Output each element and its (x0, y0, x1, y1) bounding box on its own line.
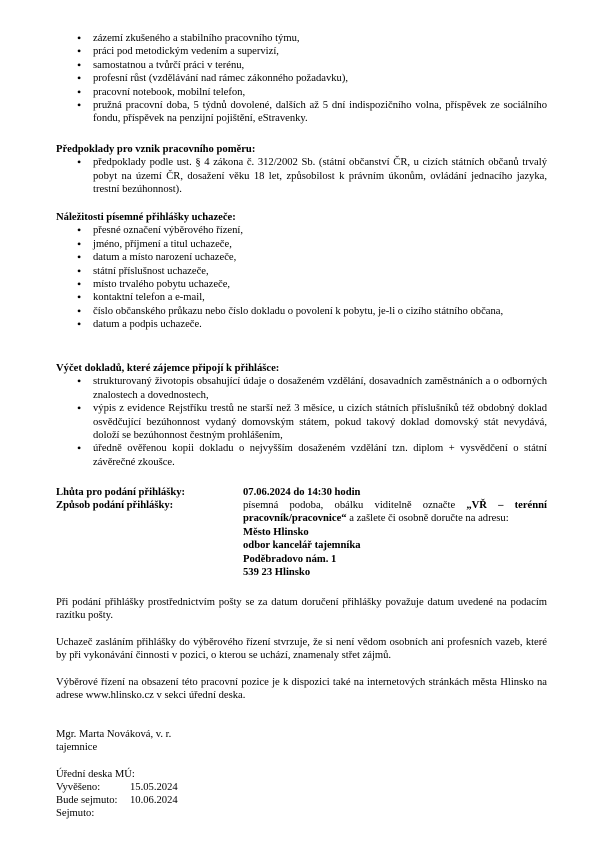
address-line: Město Hlinsko (243, 526, 309, 538)
application-requirements-list (56, 224, 547, 331)
list-item: • přesné označení výběrového řízení, (56, 224, 547, 237)
list-item: • datum a podpis uchazeče. (56, 318, 547, 331)
list-item: • zázemí zkušeného a stabilního pracovního týmu, (56, 32, 547, 45)
paragraph: Výběrové řízení na obsazení této pracovní pozice je k dispozici také na internetových stránkách města Hlinsko na adrese www.hlinsko.cz v sekci úřední deska. (56, 677, 547, 702)
paragraph: Uchazeč zasláním přihlášky do výběrového řízení stvrzuje, že si není vědom osobních ani profesních vazeb, které by při vykonávání činnosti v pozici, o kterou se uchází, znamenaly střet zájmů. (56, 637, 547, 662)
list-item: • místo trvalého pobytu uchazeče, (56, 278, 547, 291)
submission-label: Způsob podání přihlášky: (56, 500, 174, 511)
remove-row (56, 794, 178, 807)
posted-row (56, 781, 178, 794)
deadline-label: Lhůta pro podání přihlášky: (56, 487, 186, 498)
notice-board-title: Úřední deska MÚ: (56, 769, 135, 780)
list-item: • pracovní notebook, mobilní telefon, (56, 86, 547, 99)
submission-text: a zašlete či osobně doručte na adresu: (346, 513, 509, 525)
address-line: odbor kancelář tajemníka (243, 540, 361, 552)
address-line: 539 23 Hlinsko (243, 567, 311, 579)
list-item: • strukturovaný životopis obsahující údaje o dosaženém vzdělání, dosavadních zaměstnáních a o odborných znalostech a dovednostech, (56, 375, 547, 402)
posted-date: 15.05.2024 (130, 782, 178, 793)
list-item: • státní příslušnost uchazeče, (56, 265, 547, 278)
submission-value (243, 499, 547, 579)
documents-list (56, 375, 547, 469)
list-item: • předpoklady podle ust. § 4 zákona č. 312/2002 Sb. (státní občanství ČR, u cizích státních občanů trvalý pobyt na území ČR, dosažení věku 18 let, způsobilost k právním úkonům, ovládání jednacího jazyka, trestní bezúhonnost). (56, 156, 547, 196)
list-item: • výpis z evidence Rejstříku trestů ne starší než 3 měsíce, u cizích státních příslušníků též obdobný doklad osvědčující bezúhonnost vydaný domovským státem, pokud takový doklad domovský stát nevydává, doloží se bezúhonnost čestným prohlášením, (56, 402, 547, 442)
list-item: • číslo občanského průkazu nebo číslo dokladu o povolení k pobytu, je-li o cizího státního občana, (56, 305, 547, 318)
list-item: • profesní růst (vzdělávání nad rámec zákonného požadavku), (56, 72, 547, 85)
section-heading: Předpoklady pro vznik pracovního poměru: (56, 144, 256, 155)
prerequisites-section (56, 143, 547, 197)
list-item: • práci pod metodickým vedením a supervizí, (56, 45, 547, 58)
deadline-value: 07.06.2024 do 14:30 hodin (243, 487, 361, 498)
remove-date: 10.06.2024 (130, 795, 178, 806)
submission-instructions (243, 499, 547, 526)
posted-label: Vyvěšeno: (56, 782, 101, 793)
application-requirements-section (56, 211, 547, 332)
signature-role: tajemnice (56, 742, 98, 753)
list-item: • pružná pracovní doba, 5 týdnů dovolené, dalších až 5 dní indispozičního volna, příspěvek ze sociálního fondu, příspěvek na penzijní pojištění, eStravenky. (56, 99, 547, 126)
documents-section (56, 362, 547, 469)
list-item: • úředně ověřenou kopii dokladu o nejvyšším dosaženém vzdělání tzn. diplom + vysvědčení o státní závěrečné zkoušce. (56, 442, 547, 469)
submission-text: písemná podoba, obálku viditelně označte (243, 500, 467, 511)
prerequisites-list (56, 156, 547, 196)
list-item: • datum a místo narození uchazeče, (56, 251, 547, 264)
section-heading: Výčet dokladů, které zájemce připojí k přihlášce: (56, 363, 280, 374)
paragraph: Při podání přihlášky prostřednictvím pošty se za datum doručení přihlášky považuje datum uvedené na podacím razítku pošty. (56, 597, 547, 622)
removed-label: Sejmuto: (56, 808, 95, 819)
signature-name: Mgr. Marta Nováková, v. r. (56, 729, 172, 740)
list-item: • kontaktní telefon a e-mail, (56, 291, 547, 304)
benefits-list (56, 32, 547, 126)
removed-row (56, 807, 130, 820)
section-heading: Náležitosti písemné přihlášky uchazeče: (56, 212, 236, 223)
list-item: • jméno, příjmení a titul uchazeče, (56, 238, 547, 251)
address-line: Poděbradovo nám. 1 (243, 553, 337, 565)
list-item: • samostatnou a tvůrčí práci v terénu, (56, 59, 547, 72)
remove-label: Bude sejmuto: (56, 795, 118, 806)
envelope-mark: „VŘ – terénní pracovník/pracovnice“ (243, 500, 547, 525)
